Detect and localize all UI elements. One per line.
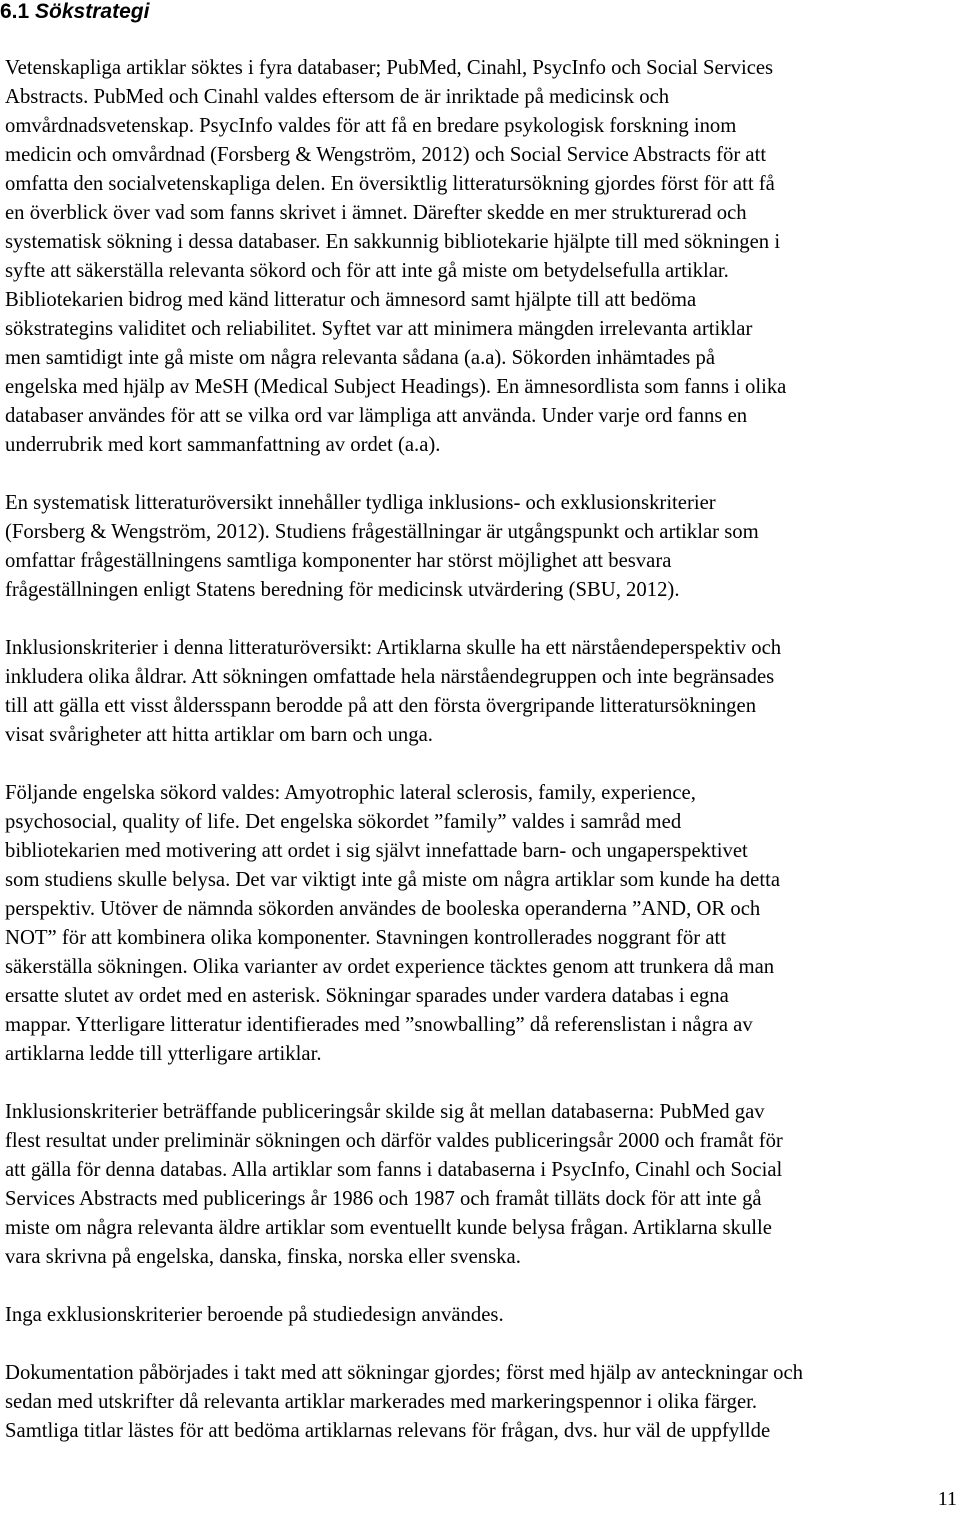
text-line: artiklarna ledde till ytterligare artiklar.: [5, 1043, 322, 1065]
text-line: miste om några relevanta äldre artiklar som eventuellt kunde belysa frågan. Artiklarna skulle: [5, 1217, 772, 1239]
paragraph: [5, 54, 957, 460]
text-line: (Forsberg & Wengström, 2012). Studiens frågeställningar är utgångspunkt och artiklar som: [5, 521, 759, 543]
text-line: visat svårigheter att hitta artiklar om barn och unga.: [5, 724, 433, 746]
text-line: medicin och omvårdnad (Forsberg & Wengström, 2012) och Social Service Abstracts för att: [5, 144, 767, 166]
text-line: men samtidigt inte gå miste om några relevanta sådana (a.a). Sökorden inhämtades på: [5, 347, 716, 369]
text-line: sökstrategins validitet och reliabilitet. Syftet var att minimera mängden irrelevanta artiklar: [5, 318, 753, 340]
text-line: syfte att säkerställa relevanta sökord och för att inte gå miste om betydelsefulla artiklar.: [5, 260, 729, 282]
text-line: vara skrivna på engelska, danska, finska, norska eller svenska.: [5, 1246, 521, 1268]
text-line: psychosocial, quality of life. Det engelska sökordet ”family” valdes i samråd med: [5, 811, 682, 833]
text-line: systematisk sökning i dessa databaser. En sakkunnig bibliotekarie hjälpte till med sökningen i: [5, 231, 781, 253]
text-line: Inga exklusionskriterier beroende på studiedesign användes.: [5, 1304, 504, 1326]
text-line: perspektiv. Utöver de nämnda sökorden användes de booleska operanderna ”AND, OR och: [5, 898, 761, 920]
text-line: Samtliga titlar lästes för att bedöma artiklarnas relevans för frågan, dvs. hur väl de uppfyllde: [5, 1420, 771, 1442]
paragraph: [5, 489, 957, 605]
text-line: Bibliotekarien bidrog med känd litteratur och ämnesord samt hjälpte till att bedöma: [5, 289, 697, 311]
text-line: sedan med utskrifter då relevanta artiklar markerades med markeringspennor i olika färger.: [5, 1391, 758, 1413]
text-line: En systematisk litteraturöversikt innehåller tydliga inklusions- och exklusionskriterier: [5, 492, 716, 514]
text-line: Abstracts. PubMed och Cinahl valdes eftersom de är inriktade på medicinsk och: [5, 86, 670, 108]
text-line: mappar. Ytterligare litteratur identifierades med ”snowballing” då referenslistan i några av: [5, 1014, 753, 1036]
text-line: Dokumentation påbörjades i takt med att sökningar gjordes; först med hjälp av anteckningar och: [5, 1362, 803, 1384]
text-line: Vetenskapliga artiklar söktes i fyra databaser; PubMed, Cinahl, PsycInfo och Social Services: [5, 57, 774, 79]
paragraph: [5, 779, 957, 1069]
text-line: omfattar frågeställningens samtliga komponenter har störst möjlighet att besvara: [5, 550, 672, 572]
text-line: omfatta den socialvetenskapliga delen. En översiktlig litteratursökning gjordes först för att få: [5, 173, 775, 195]
body-text: [5, 54, 957, 1475]
text-line: som studiens skulle belysa. Det var viktigt inte gå miste om några artiklar som kunde ha detta: [5, 869, 781, 891]
text-line: databaser användes för att se vilka ord var lämpliga att använda. Under varje ord fanns en: [5, 405, 748, 427]
paragraph: [5, 1098, 957, 1272]
text-line: ersatte slutet av ordet med en asterisk. Sökningar sparades under vardera databas i egna: [5, 985, 729, 1007]
text-line: Services Abstracts med publicerings år 1986 och 1987 och framåt tilläts dock för att inte gå: [5, 1188, 762, 1210]
section-title: Sökstrategi: [35, 0, 150, 23]
text-line: engelska med hjälp av MeSH (Medical Subject Headings). En ämnesordlista som fanns i olika: [5, 376, 787, 398]
page-number: 11: [937, 1488, 957, 1510]
section-heading: [0, 0, 149, 25]
text-line: underrubrik med kort sammanfattning av ordet (a.a).: [5, 434, 441, 456]
text-line: en överblick över vad som fanns skrivet i ämnet. Därefter skedde en mer strukturerad och: [5, 202, 747, 224]
text-line: Inklusionskriterier i denna litteraturöversikt: Artiklarna skulle ha ett närståendeperspektiv och: [5, 637, 782, 659]
paragraph: [5, 1359, 957, 1446]
paragraph: [5, 1301, 957, 1330]
text-line: att gälla för denna databas. Alla artiklar som fanns i databaserna i PsycInfo, Cinahl och Social: [5, 1159, 783, 1181]
text-line: frågeställningen enligt Statens beredning för medicinsk utvärdering (SBU, 2012).: [5, 579, 680, 601]
text-line: säkerställa sökningen. Olika varianter av ordet experience täcktes genom att trunkera då man: [5, 956, 775, 978]
text-line: NOT” för att kombinera olika komponenter. Stavningen kontrollerades noggrant för att: [5, 927, 726, 949]
text-line: till att gälla ett visst åldersspann berodde på att den första övergripande litteratursökningen: [5, 695, 757, 717]
text-line: flest resultat under preliminär sökningen och därför valdes publiceringsår 2000 och framåt för: [5, 1130, 783, 1152]
text-line: Inklusionskriterier beträffande publiceringsår skilde sig åt mellan databaserna: PubMed gav: [5, 1101, 765, 1123]
text-line: bibliotekarien med motivering att ordet i sig självt innefattade barn- och ungaperspektivet: [5, 840, 748, 862]
text-line: Följande engelska sökord valdes: Amyotrophic lateral sclerosis, family, experience,: [5, 782, 696, 804]
text-line: omvårdnadsvetenskap. PsycInfo valdes för att få en bredare psykologisk forskning inom: [5, 115, 737, 137]
paragraph: [5, 634, 957, 750]
section-number: 6.1: [0, 0, 30, 23]
text-line: inkludera olika åldrar. Att sökningen omfattade hela närståendegruppen och inte begränsades: [5, 666, 775, 688]
